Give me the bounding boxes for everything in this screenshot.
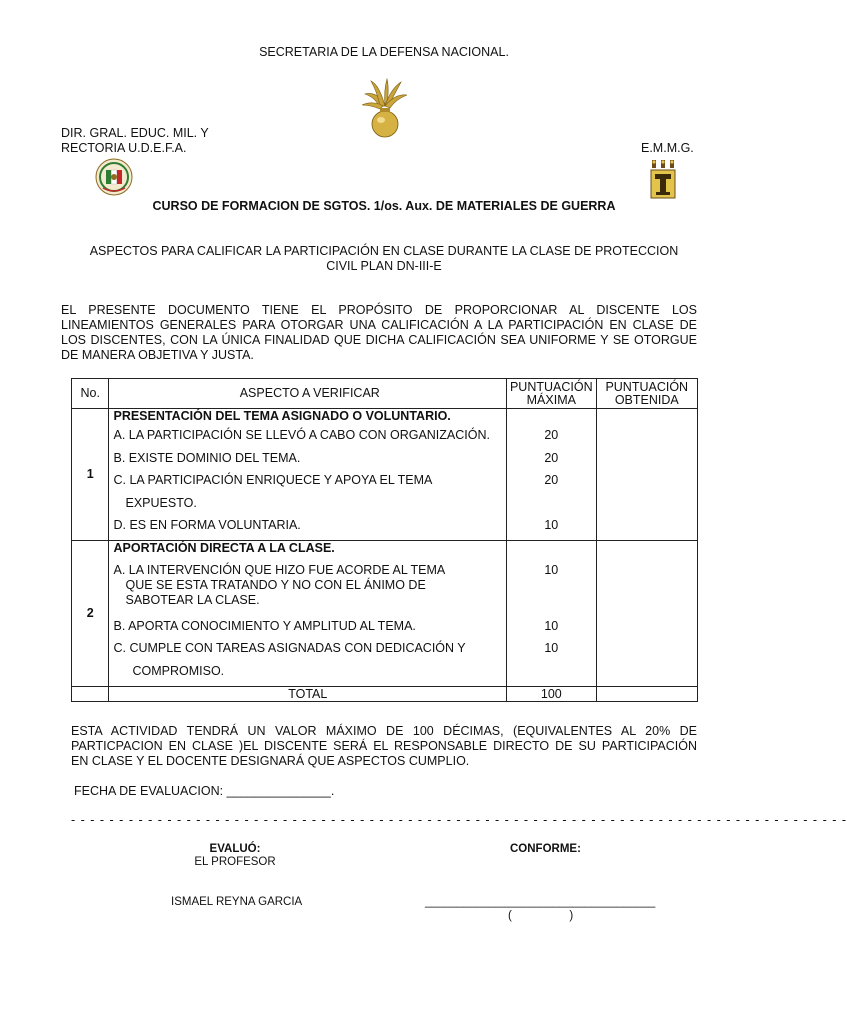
- header-title: SECRETARIA DE LA DEFENSA NACIONAL.: [259, 45, 509, 59]
- aspect-item: A. LA INTERVENCIÓN QUE HIZO FUE ACORDE AL TEMA: [113, 562, 446, 577]
- conforme-signature-line[interactable]: ____________________________________: [425, 896, 656, 908]
- aspect-item: A. LA PARTICIPACIÓN SE LLEVÓ A CABO CON ORGANIZACIÓN.: [113, 428, 490, 442]
- max-score: 10: [544, 518, 559, 532]
- section-number: 1: [72, 409, 109, 541]
- conforme-name-parentheses: ( ): [508, 910, 574, 922]
- section-max-scores: [507, 409, 596, 541]
- max-score: 20: [544, 473, 559, 487]
- aspect-item-continuation: SABOTEAR LA CLASE.: [125, 592, 260, 607]
- subtitle-line1: ASPECTOS PARA CALIFICAR LA PARTICIPACIÓN EN CLASE DURANTE LA CLASE DE PROTECCION: [89, 244, 679, 258]
- aspect-item: B. APORTA CONOCIMIENTO Y AMPLITUD AL TEMA.: [113, 618, 416, 633]
- table-row-section-2: [72, 540, 698, 687]
- grenade-emblem-icon: [359, 78, 411, 140]
- total-label: TOTAL: [109, 687, 507, 702]
- header-aspect: ASPECTO A VERIFICAR: [109, 379, 507, 409]
- header-max-line1: PUNTUACIÓN: [509, 379, 593, 394]
- table-total-row: [72, 687, 698, 702]
- aspect-item: C. CUMPLE CON TAREAS ASIGNADAS CON DEDICACIÓN Y: [113, 641, 466, 655]
- closing-line: PARTICPACION EN CLASE )EL DISCENTE SERÁ EL RESPONSABLE DIRECTO DE SU PARTICIPACIÓN: [71, 739, 697, 753]
- closing-line: ESTA ACTIVIDAD TENDRÁ UN VALOR MÁXIMO DE 100 DÉCIMAS, (EQUIVALENTES AL 20% DE: [71, 724, 697, 738]
- aspect-item-continuation: COMPROMISO.: [132, 663, 225, 678]
- intro-paragraph: [61, 303, 697, 363]
- section-aspects: [109, 540, 507, 687]
- intro-line: LINEAMIENTOS GENERALES PARA OTORGAR UNA CALIFICACIÓN A LA PARTICIPACIÓN EN CLASE DE: [61, 318, 697, 332]
- obtained-score-cell[interactable]: [596, 540, 697, 687]
- total-obtained-cell[interactable]: [596, 687, 697, 702]
- evaluation-table: [71, 378, 698, 702]
- header-left-line1: DIR. GRAL. EDUC. MIL. Y: [61, 126, 209, 140]
- section-heading: APORTACIÓN DIRECTA A LA CLASE.: [113, 540, 335, 555]
- aspect-item: D. ES EN FORMA VOLUNTARIA.: [113, 518, 301, 532]
- header-no: No.: [72, 379, 109, 409]
- subtitle-line2: CIVIL PLAN DN-III-E: [326, 259, 442, 273]
- max-score: 20: [544, 450, 559, 465]
- header-obtained-score: [596, 379, 697, 409]
- aspect-item: C. LA PARTICIPACIÓN ENRIQUECE Y APOYA EL TEMA: [113, 473, 433, 487]
- evaluo-role: EL PROFESOR: [194, 856, 276, 868]
- closing-line: EN CLASE Y EL DOCENTE DESIGNARÁ QUE ASPECTOS CUMPLIO.: [71, 754, 470, 768]
- aspect-item-continuation: EXPUESTO.: [125, 495, 197, 510]
- max-score: 20: [544, 428, 559, 442]
- section-heading: PRESENTACIÓN DEL TEMA ASIGNADO O VOLUNTARIO.: [113, 409, 451, 423]
- course-title: CURSO DE FORMACION DE SGTOS. 1/os. Aux. DE MATERIALES DE GUERRA: [152, 199, 616, 213]
- header-max-score: [507, 379, 596, 409]
- evaluo-name: ISMAEL REYNA GARCIA: [171, 896, 303, 908]
- evaluation-date-field[interactable]: FECHA DE EVALUACION: _______________.: [74, 784, 335, 798]
- intro-line: EL PRESENTE DOCUMENTO TIENE EL PROPÓSITO DE PROPORCIONAR AL DISCENTE LOS: [61, 303, 697, 317]
- section-max-scores: [507, 540, 596, 687]
- obtained-score-cell[interactable]: [596, 409, 697, 541]
- aspect-item: B. EXISTE DOMINIO DEL TEMA.: [113, 450, 301, 465]
- dashed-separator: - - - - - - - - - - - - - - - - - - - - - - - - - - - - - - - - - - - - - - - - - - - - - - - - - - - - - - - - - - - - - - - - - - - - - - - - - - - - - - - - -: [71, 813, 847, 827]
- conforme-label: CONFORME:: [510, 843, 581, 855]
- max-score: 10: [544, 618, 559, 633]
- header-max-line2: MÁXIMA: [526, 392, 576, 407]
- evaluo-label: EVALUÓ:: [209, 843, 261, 855]
- table-row-section-1: [72, 409, 698, 541]
- header-right: E.M.M.G.: [641, 141, 694, 155]
- header-obt-line1: PUNTUACIÓN: [605, 379, 689, 394]
- total-value: 100: [507, 687, 596, 702]
- national-seal-icon: [95, 158, 133, 196]
- header-left-line2: RECTORIA U.D.E.F.A.: [61, 141, 187, 155]
- intro-line: LOS DISCENTES, CON LA ÚNICA FINALIDAD QUE DICHA CALIFICACIÓN SEA UNIFORME Y SE OTORGUE: [61, 333, 697, 347]
- header-obt-line2: OBTENIDA: [614, 392, 679, 407]
- max-score: 10: [544, 562, 559, 577]
- max-score: 10: [544, 641, 559, 655]
- section-number: 2: [72, 540, 109, 687]
- aspect-item-continuation: QUE SE ESTA TRATANDO Y NO CON EL ÁNIMO DE: [125, 577, 426, 592]
- section-aspects: [109, 409, 507, 541]
- intro-line: DE MANERA OBJETIVA Y JUSTA.: [61, 348, 254, 362]
- school-crest-icon: [650, 158, 676, 200]
- closing-paragraph: [71, 724, 697, 769]
- table-header-row: [72, 379, 698, 409]
